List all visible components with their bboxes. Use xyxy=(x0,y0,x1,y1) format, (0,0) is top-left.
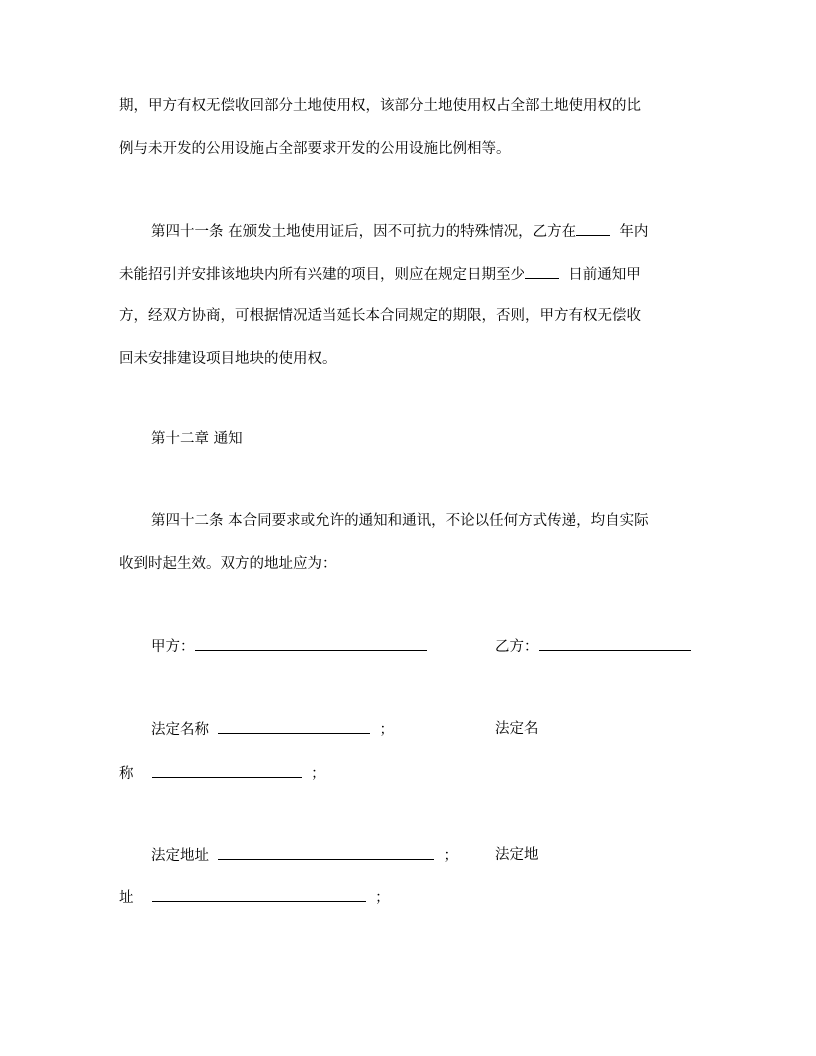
legal-addr-b-label-cont: 址 xyxy=(119,890,134,906)
chapter-heading: 第十二章 通知 xyxy=(151,431,243,447)
article-42-line: 第四十二条 本合同要求或允许的通知和通讯，不论以任何方式传递，均自实际 xyxy=(151,513,649,529)
legal-name-b-field[interactable] xyxy=(152,763,302,778)
semicolon: ； xyxy=(311,766,326,782)
legal-name-b-row xyxy=(119,763,326,783)
legal-addr-a-row xyxy=(151,845,458,865)
semicolon: ； xyxy=(443,848,458,864)
article-41-text: 年内 xyxy=(619,224,649,240)
article-41-text: 第四十一条 在颁发土地使用证后，因不可抗力的特殊情况，乙方在 xyxy=(151,224,577,240)
semicolon: ； xyxy=(375,890,390,906)
semicolon: ； xyxy=(379,722,394,738)
article-41-line: 方，经双方协商，可根据情况适当延长本合同规定的期限，否则，甲方有权无偿收 xyxy=(119,308,641,324)
legal-addr-label: 法定地址 xyxy=(151,848,209,864)
legal-addr-a-field[interactable] xyxy=(218,845,434,860)
paragraph-line: 期，甲方有权无偿收回部分土地使用权，该部分土地使用权占全部土地使用权的比 xyxy=(119,98,641,114)
party-b-field[interactable] xyxy=(539,636,691,651)
paragraph-line: 例与未开发的公用设施占全部要求开发的公用设施比例相等。 xyxy=(119,141,511,157)
legal-addr-b-row xyxy=(119,887,390,907)
blank-days-field[interactable] xyxy=(525,264,559,279)
legal-addr-b-field[interactable] xyxy=(152,887,366,902)
legal-name-label: 法定名称 xyxy=(151,722,209,738)
party-b-row xyxy=(495,636,691,656)
article-41-text: 未能招引并安排该地块内所有兴建的项目，则应在规定日期至少 xyxy=(119,267,525,283)
legal-addr-b-label: 法定地 xyxy=(495,847,539,863)
party-b-label: 乙方： xyxy=(495,639,539,655)
legal-name-b-label: 法定名 xyxy=(495,721,539,737)
article-41-line xyxy=(151,221,648,241)
legal-name-a-row xyxy=(151,719,394,739)
article-41-text: 日前通知甲 xyxy=(568,267,641,283)
article-41-line: 回未安排建设项目地块的使用权。 xyxy=(119,351,337,367)
article-41-line xyxy=(119,264,641,284)
party-a-field[interactable] xyxy=(195,636,427,651)
article-42-line: 收到时起生效。双方的地址应为： xyxy=(119,556,337,572)
party-a-label: 甲方： xyxy=(151,639,195,655)
legal-name-b-label-cont: 称 xyxy=(119,766,134,782)
blank-years-field[interactable] xyxy=(576,221,610,236)
legal-name-a-field[interactable] xyxy=(218,719,370,734)
party-a-row xyxy=(151,636,427,656)
